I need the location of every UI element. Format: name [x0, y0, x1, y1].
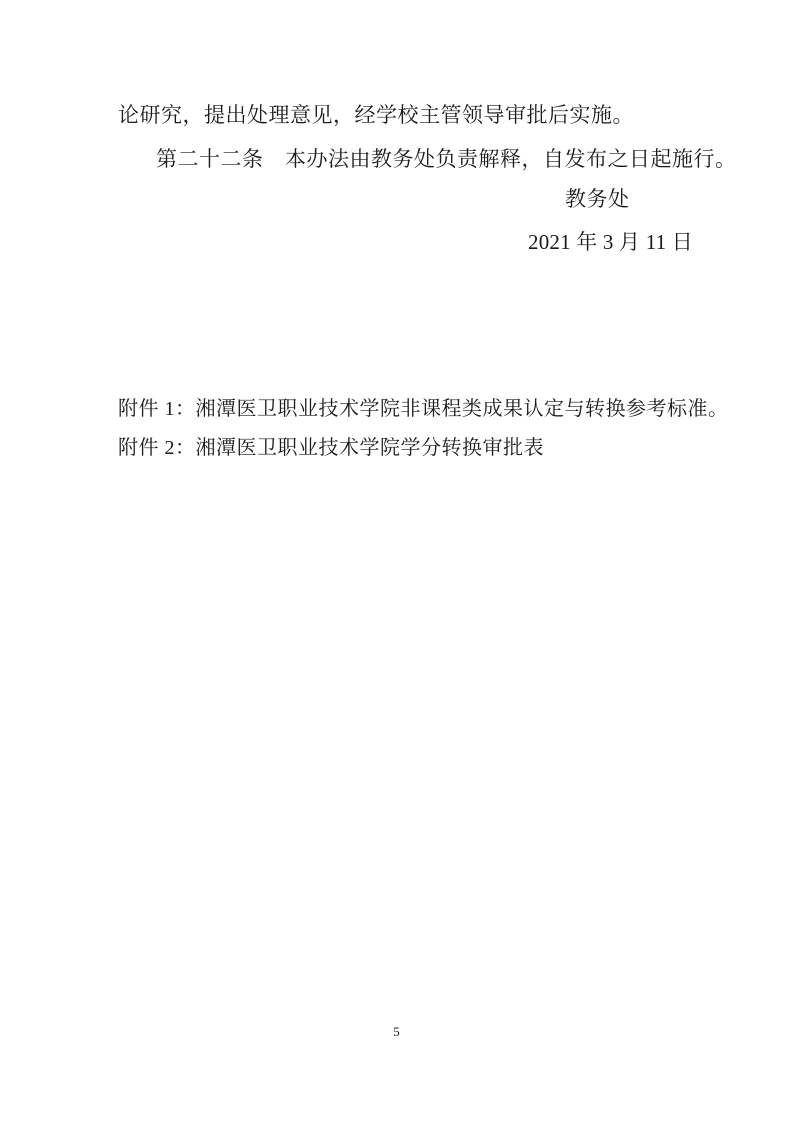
- paragraph-article-22: 第二十二条 本办法由教务处负责解释，自发布之日起施行。: [156, 147, 737, 171]
- paragraph-continuation-line: 论研究，提出处理意见，经学校主管领导审批后实施。: [118, 103, 634, 127]
- attachment-line-1: 附件 1：湘潭医卫职业技术学院非课程类成果认定与转换参考标准。: [118, 398, 729, 420]
- page-number: 5: [393, 1024, 400, 1039]
- signature-department: 教务处: [565, 187, 630, 211]
- signature-date: 2021 年 3 月 11 日: [528, 230, 693, 254]
- attachment-line-2: 附件 2：湘潭医卫职业技术学院学分转换审批表: [118, 437, 544, 459]
